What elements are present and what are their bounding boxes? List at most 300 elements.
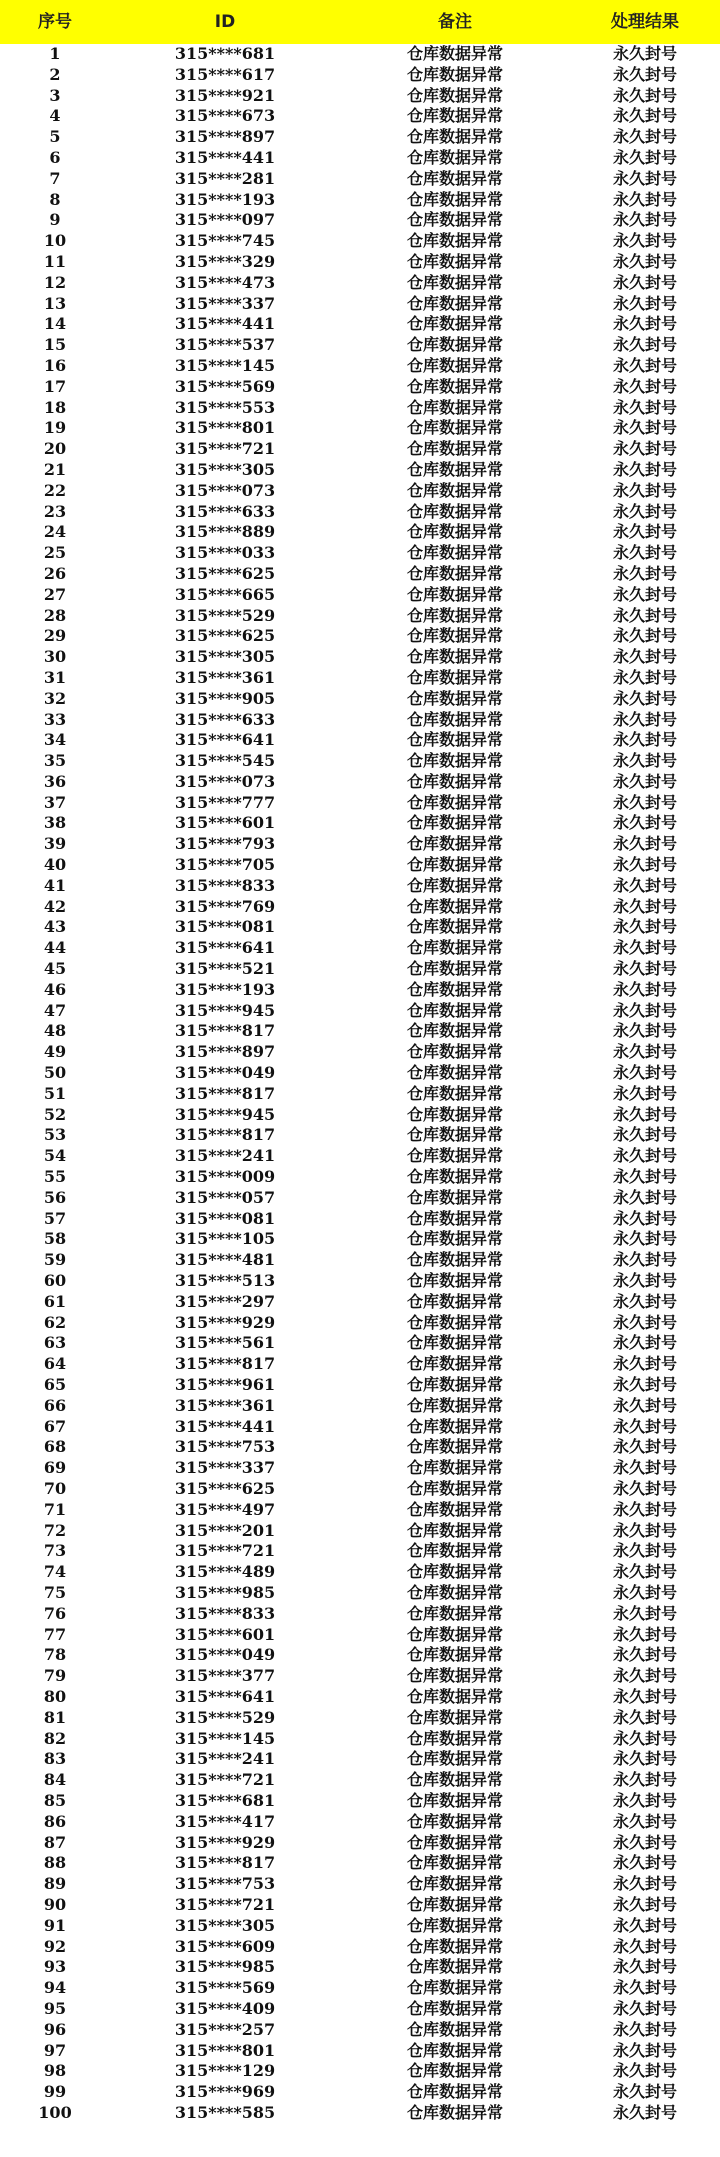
cell-seq: 16 [43, 355, 67, 375]
cell-result: 永久封号 [612, 1375, 677, 1394]
cell-result: 永久封号 [612, 1686, 677, 1706]
cell-result: 永久封号 [612, 626, 677, 646]
cell-id: 315****193 [174, 979, 276, 999]
table-row [0, 647, 720, 668]
table-row [0, 1188, 720, 1209]
cell-seq: 44 [43, 938, 67, 958]
cell-note: 仓库数据异常 [406, 106, 503, 126]
cell-seq: 65 [43, 1375, 67, 1394]
cell-seq: 84 [43, 1770, 67, 1790]
cell-result: 永久封号 [612, 168, 677, 188]
cell-id: 315****561 [174, 1333, 276, 1353]
cell-note: 仓库数据异常 [406, 1375, 503, 1394]
cell-id: 315****297 [174, 1291, 276, 1311]
cell-result: 永久封号 [612, 1728, 677, 1748]
cell-id: 315****193 [174, 189, 276, 209]
cell-seq: 56 [43, 1187, 67, 1207]
cell-id: 315****601 [174, 1624, 276, 1644]
table-row [0, 710, 720, 731]
cell-note: 仓库数据异常 [406, 1437, 503, 1457]
cell-id: 315****929 [174, 1832, 276, 1852]
cell-note: 仓库数据异常 [406, 1083, 503, 1103]
table-row [0, 148, 720, 169]
cell-seq: 26 [43, 563, 67, 583]
table-row [0, 793, 720, 814]
cell-id: 315****305 [174, 459, 276, 479]
table-row [0, 294, 720, 315]
cell-seq: 45 [43, 959, 67, 979]
cell-seq: 50 [43, 1063, 67, 1083]
table-row [0, 65, 720, 86]
cell-note: 仓库数据异常 [406, 189, 503, 209]
table-row [0, 1812, 720, 1833]
cell-id: 315****377 [174, 1666, 276, 1686]
cell-result: 永久封号 [612, 1125, 677, 1145]
table-row [0, 1708, 720, 1729]
cell-id: 315****441 [174, 1416, 276, 1436]
cell-result: 永久封号 [612, 1624, 677, 1644]
cell-result: 永久封号 [612, 1083, 677, 1103]
cell-seq: 21 [43, 459, 67, 479]
cell-seq: 64 [43, 1354, 67, 1374]
table-row [0, 1916, 720, 1937]
cell-id: 315****305 [174, 647, 276, 667]
cell-result: 永久封号 [612, 771, 677, 791]
cell-note: 仓库数据异常 [406, 1416, 503, 1436]
cell-seq: 67 [43, 1416, 67, 1436]
cell-result: 永久封号 [612, 709, 677, 729]
cell-note: 仓库数据异常 [406, 1894, 503, 1914]
cell-result: 永久封号 [612, 792, 677, 812]
cell-note: 仓库数据异常 [406, 1229, 503, 1249]
table-row [0, 1292, 720, 1313]
cell-result: 永久封号 [612, 1832, 677, 1852]
cell-result: 永久封号 [612, 1707, 677, 1727]
table-row [0, 959, 720, 980]
cell-seq: 46 [43, 979, 67, 999]
cell-id: 315****337 [174, 293, 276, 313]
table-row [0, 1333, 720, 1354]
cell-seq: 86 [43, 1811, 67, 1831]
cell-seq: 52 [43, 1104, 67, 1124]
table-row [0, 1375, 720, 1396]
cell-result: 永久封号 [612, 1291, 677, 1311]
cell-seq: 71 [43, 1499, 67, 1519]
cell-id: 315****009 [174, 1167, 276, 1187]
cell-result: 永久封号 [612, 1915, 677, 1935]
table-row [0, 1084, 720, 1105]
cell-seq: 36 [43, 771, 67, 791]
cell-note: 仓库数据异常 [406, 64, 503, 84]
cell-seq: 18 [43, 397, 67, 417]
cell-note: 仓库数据异常 [406, 1104, 503, 1124]
cell-note: 仓库数据异常 [406, 2019, 503, 2039]
cell-result: 永久封号 [612, 1354, 677, 1374]
cell-note: 仓库数据异常 [406, 688, 503, 708]
cell-seq: 22 [43, 480, 67, 500]
cell-result: 永久封号 [612, 834, 677, 854]
cell-seq: 13 [43, 293, 67, 313]
cell-note: 仓库数据异常 [406, 376, 503, 396]
cell-id: 315****033 [174, 543, 276, 563]
cell-seq: 7 [49, 168, 61, 188]
cell-id: 315****985 [174, 1582, 276, 1602]
cell-id: 315****673 [174, 106, 276, 126]
table-row [0, 1105, 720, 1126]
table-row [0, 730, 720, 751]
cell-result: 永久封号 [612, 1520, 677, 1540]
cell-result: 永久封号 [612, 1499, 677, 1519]
cell-result: 永久封号 [612, 2102, 677, 2122]
table-row [0, 190, 720, 211]
table-row [0, 1625, 720, 1646]
cell-note: 仓库数据异常 [406, 439, 503, 459]
cell-note: 仓库数据异常 [406, 647, 503, 667]
cell-note: 仓库数据异常 [406, 418, 503, 438]
cell-seq: 33 [43, 709, 67, 729]
cell-seq: 34 [43, 730, 67, 750]
cell-note: 仓库数据异常 [406, 855, 503, 875]
cell-seq: 82 [43, 1728, 67, 1748]
table-row [0, 2082, 720, 2103]
cell-result: 永久封号 [612, 397, 677, 417]
cell-note: 仓库数据异常 [406, 355, 503, 375]
cell-id: 315****489 [174, 1562, 276, 1582]
cell-seq: 68 [43, 1437, 67, 1457]
cell-seq: 43 [43, 917, 67, 937]
cell-result: 永久封号 [612, 1582, 677, 1602]
cell-id: 315****721 [174, 1770, 276, 1790]
cell-id: 315****441 [174, 314, 276, 334]
cell-note: 仓库数据异常 [406, 1208, 503, 1228]
cell-id: 315****097 [174, 210, 276, 230]
cell-id: 315****945 [174, 1000, 276, 1020]
cell-result: 永久封号 [612, 376, 677, 396]
cell-note: 仓库数据异常 [406, 1187, 503, 1207]
cell-seq: 62 [43, 1312, 67, 1332]
cell-result: 永久封号 [612, 1063, 677, 1083]
cell-note: 仓库数据异常 [406, 1832, 503, 1852]
cell-note: 仓库数据异常 [406, 1520, 503, 1540]
cell-id: 315****361 [174, 667, 276, 687]
cell-seq: 76 [43, 1603, 67, 1623]
cell-note: 仓库数据异常 [406, 1354, 503, 1374]
cell-note: 仓库数据异常 [406, 584, 503, 604]
table-row [0, 855, 720, 876]
table-row [0, 689, 720, 710]
cell-result: 永久封号 [612, 979, 677, 999]
cell-seq: 69 [43, 1458, 67, 1478]
cell-seq: 42 [43, 896, 67, 916]
cell-result: 永久封号 [612, 751, 677, 771]
table-row [0, 1937, 720, 1958]
cell-note: 仓库数据异常 [406, 1998, 503, 2018]
cell-id: 315****129 [174, 2061, 276, 2081]
cell-id: 315****497 [174, 1499, 276, 1519]
cell-result: 永久封号 [612, 1167, 677, 1187]
cell-seq: 20 [43, 439, 67, 459]
cell-note: 仓库数据异常 [406, 293, 503, 313]
cell-note: 仓库数据异常 [406, 1853, 503, 1873]
cell-id: 315****817 [174, 1021, 276, 1041]
cell-note: 仓库数据异常 [406, 147, 503, 167]
table-row [0, 980, 720, 1001]
table-row [0, 668, 720, 689]
cell-note: 仓库数据异常 [406, 1000, 503, 1020]
cell-note: 仓库数据异常 [406, 626, 503, 646]
cell-id: 315****889 [174, 522, 276, 542]
cell-note: 仓库数据异常 [406, 522, 503, 542]
table-row [0, 398, 720, 419]
cell-seq: 72 [43, 1520, 67, 1540]
cell-note: 仓库数据异常 [406, 917, 503, 937]
table-row [0, 169, 720, 190]
cell-seq: 94 [43, 1978, 67, 1998]
cell-id: 315****201 [174, 1520, 276, 1540]
cell-result: 永久封号 [612, 335, 677, 355]
cell-result: 永久封号 [612, 959, 677, 979]
cell-result: 永久封号 [612, 127, 677, 147]
cell-id: 315****721 [174, 439, 276, 459]
table-row [0, 1749, 720, 1770]
cell-result: 永久封号 [612, 896, 677, 916]
cell-note: 仓库数据异常 [406, 1458, 503, 1478]
cell-id: 315****681 [174, 44, 276, 63]
cell-seq: 14 [43, 314, 67, 334]
cell-result: 永久封号 [612, 251, 677, 271]
cell-note: 仓库数据异常 [406, 1728, 503, 1748]
cell-seq: 58 [43, 1229, 67, 1249]
table-row [0, 481, 720, 502]
cell-result: 永久封号 [612, 813, 677, 833]
cell-note: 仓库数据异常 [406, 1125, 503, 1145]
table-row [0, 1313, 720, 1334]
table-header [0, 0, 720, 44]
cell-seq: 78 [43, 1645, 67, 1665]
table-row [0, 1063, 720, 1084]
cell-seq: 70 [43, 1478, 67, 1498]
cell-id: 315****945 [174, 1104, 276, 1124]
cell-id: 315****801 [174, 418, 276, 438]
cell-seq: 6 [49, 147, 61, 167]
cell-note: 仓库数据异常 [406, 44, 503, 63]
cell-seq: 55 [43, 1167, 67, 1187]
cell-note: 仓库数据异常 [406, 397, 503, 417]
cell-seq: 30 [43, 647, 67, 667]
cell-id: 315****481 [174, 1250, 276, 1270]
cell-result: 永久封号 [612, 210, 677, 230]
cell-seq: 35 [43, 751, 67, 771]
cell-result: 永久封号 [612, 730, 677, 750]
table-row [0, 86, 720, 107]
table-row [0, 44, 720, 65]
cell-id: 315****641 [174, 730, 276, 750]
table-row [0, 1687, 720, 1708]
cell-result: 永久封号 [612, 1000, 677, 1020]
cell-seq: 73 [43, 1541, 67, 1561]
cell-id: 315****521 [174, 959, 276, 979]
cell-id: 315****753 [174, 1437, 276, 1457]
cell-result: 永久封号 [612, 1790, 677, 1810]
cell-seq: 10 [43, 231, 67, 251]
table-row [0, 1895, 720, 1916]
cell-result: 永久封号 [612, 314, 677, 334]
cell-result: 永久封号 [612, 1271, 677, 1291]
cell-id: 315****105 [174, 1229, 276, 1249]
cell-id: 315****361 [174, 1395, 276, 1415]
cell-note: 仓库数据异常 [406, 1874, 503, 1894]
table-row [0, 1125, 720, 1146]
cell-note: 仓库数据异常 [406, 813, 503, 833]
table-row [0, 1999, 720, 2020]
table-row [0, 127, 720, 148]
table-row [0, 1666, 720, 1687]
cell-result: 永久封号 [612, 1333, 677, 1353]
cell-note: 仓库数据异常 [406, 771, 503, 791]
table-row [0, 1417, 720, 1438]
cell-note: 仓库数据异常 [406, 2102, 503, 2122]
cell-seq: 4 [49, 106, 61, 126]
cell-note: 仓库数据异常 [406, 1978, 503, 1998]
cell-result: 永久封号 [612, 2082, 677, 2102]
table-row [0, 834, 720, 855]
cell-note: 仓库数据异常 [406, 1395, 503, 1415]
table-row [0, 1209, 720, 1230]
cell-note: 仓库数据异常 [406, 563, 503, 583]
cell-id: 315****049 [174, 1063, 276, 1083]
cell-note: 仓库数据异常 [406, 896, 503, 916]
cell-note: 仓库数据异常 [406, 1167, 503, 1187]
cell-id: 315****793 [174, 834, 276, 854]
table-row [0, 356, 720, 377]
header-result: 处理结果 [611, 12, 679, 32]
cell-seq: 5 [49, 127, 61, 147]
cell-seq: 23 [43, 501, 67, 521]
table-row [0, 1729, 720, 1750]
cell-result: 永久封号 [612, 1874, 677, 1894]
cell-id: 315****329 [174, 251, 276, 271]
cell-note: 仓库数据异常 [406, 1063, 503, 1083]
table-row [0, 1791, 720, 1812]
table-row [0, 231, 720, 252]
table-row [0, 543, 720, 564]
cell-id: 315****529 [174, 1707, 276, 1727]
cell-seq: 60 [43, 1271, 67, 1291]
table-row [0, 1978, 720, 1999]
cell-note: 仓库数据异常 [406, 1499, 503, 1519]
cell-id: 315****921 [174, 85, 276, 105]
table-row [0, 1167, 720, 1188]
cell-result: 永久封号 [612, 2019, 677, 2039]
cell-id: 315****721 [174, 1541, 276, 1561]
table-row [0, 335, 720, 356]
table-row [0, 1541, 720, 1562]
table-row [0, 439, 720, 460]
cell-result: 永久封号 [612, 605, 677, 625]
cell-id: 315****801 [174, 2040, 276, 2060]
cell-result: 永久封号 [612, 1437, 677, 1457]
cell-id: 315****569 [174, 1978, 276, 1998]
cell-id: 315****817 [174, 1125, 276, 1145]
cell-result: 永久封号 [612, 85, 677, 105]
table-row [0, 626, 720, 647]
table-row [0, 2103, 720, 2124]
cell-result: 永久封号 [612, 1541, 677, 1561]
table-row [0, 1583, 720, 1604]
table-row [0, 377, 720, 398]
cell-id: 315****625 [174, 1478, 276, 1498]
table-row [0, 1229, 720, 1250]
cell-id: 315****241 [174, 1146, 276, 1166]
cell-seq: 37 [43, 792, 67, 812]
cell-id: 315****969 [174, 2082, 276, 2102]
table-row [0, 751, 720, 772]
cell-note: 仓库数据异常 [406, 730, 503, 750]
cell-id: 315****473 [174, 272, 276, 292]
table-row [0, 1500, 720, 1521]
table-row [0, 1042, 720, 1063]
cell-id: 315****569 [174, 376, 276, 396]
cell-id: 315****817 [174, 1354, 276, 1374]
cell-id: 315****241 [174, 1749, 276, 1769]
cell-note: 仓库数据异常 [406, 1603, 503, 1623]
cell-result: 永久封号 [612, 1312, 677, 1332]
header-note: 备注 [438, 12, 472, 32]
cell-seq: 95 [43, 1998, 67, 2018]
cell-seq: 83 [43, 1749, 67, 1769]
cell-seq: 12 [43, 272, 67, 292]
cell-id: 315****617 [174, 64, 276, 84]
cell-seq: 19 [43, 418, 67, 438]
cell-seq: 28 [43, 605, 67, 625]
cell-result: 永久封号 [612, 1416, 677, 1436]
cell-seq: 81 [43, 1707, 67, 1727]
cell-seq: 1 [49, 44, 61, 63]
cell-seq: 85 [43, 1790, 67, 1810]
cell-result: 永久封号 [612, 189, 677, 209]
cell-note: 仓库数据异常 [406, 1333, 503, 1353]
cell-result: 永久封号 [612, 1478, 677, 1498]
cell-result: 永久封号 [612, 875, 677, 895]
cell-seq: 77 [43, 1624, 67, 1644]
cell-id: 315****905 [174, 688, 276, 708]
cell-id: 315****961 [174, 1375, 276, 1394]
cell-note: 仓库数据异常 [406, 1707, 503, 1727]
cell-id: 315****745 [174, 231, 276, 251]
table-body [0, 44, 720, 2124]
table-row [0, 917, 720, 938]
cell-result: 永久封号 [612, 1458, 677, 1478]
cell-note: 仓库数据异常 [406, 1478, 503, 1498]
cell-id: 315****625 [174, 563, 276, 583]
cell-id: 315****633 [174, 501, 276, 521]
cell-note: 仓库数据异常 [406, 501, 503, 521]
cell-result: 永久封号 [612, 1666, 677, 1686]
cell-result: 永久封号 [612, 667, 677, 687]
cell-result: 永久封号 [612, 1208, 677, 1228]
cell-note: 仓库数据异常 [406, 543, 503, 563]
cell-seq: 41 [43, 875, 67, 895]
cell-seq: 96 [43, 2019, 67, 2039]
table-row [0, 1562, 720, 1583]
cell-note: 仓库数据异常 [406, 480, 503, 500]
cell-id: 315****337 [174, 1458, 276, 1478]
cell-seq: 66 [43, 1395, 67, 1415]
cell-note: 仓库数据异常 [406, 85, 503, 105]
cell-id: 315****281 [174, 168, 276, 188]
cell-result: 永久封号 [612, 584, 677, 604]
cell-seq: 99 [43, 2082, 67, 2102]
